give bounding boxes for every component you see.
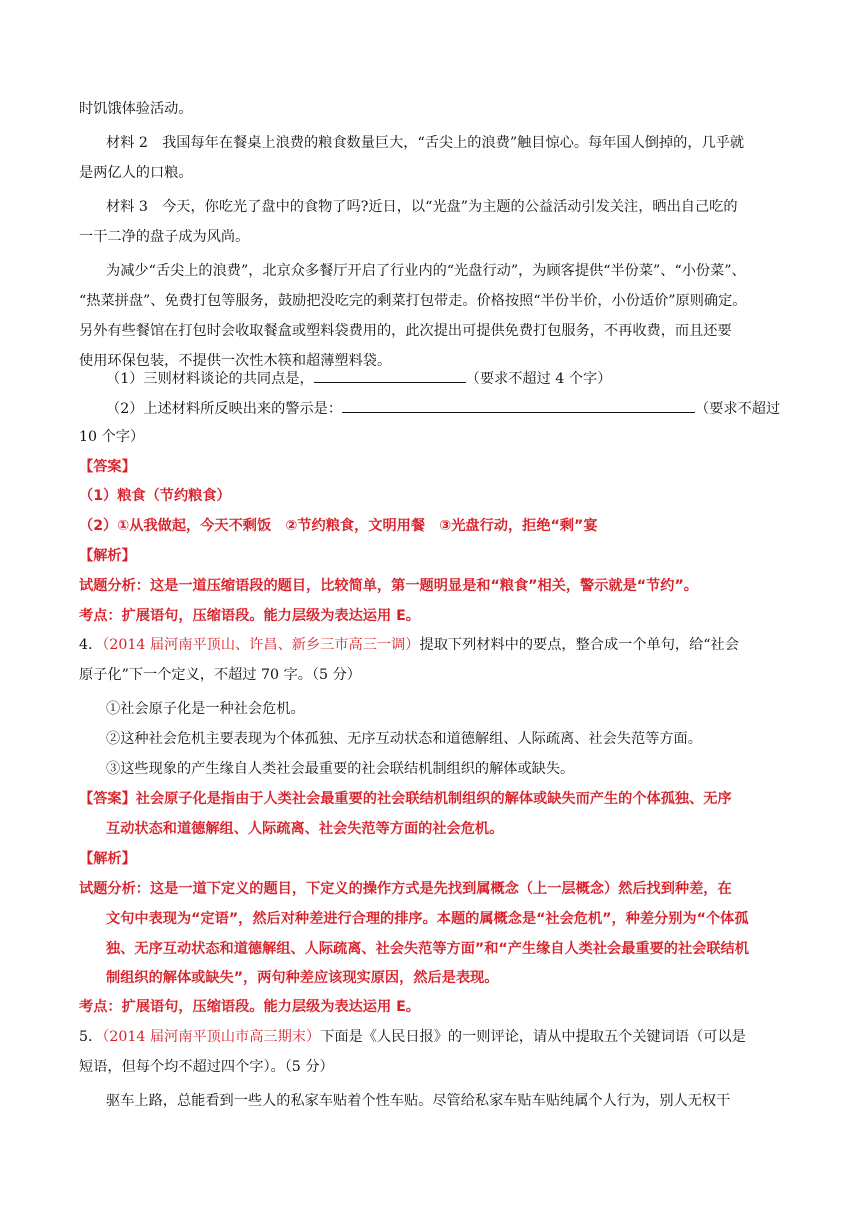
answer-label: 【答案】 <box>79 459 136 475</box>
text-line: 短语，但每个均不超过四个字）。（5 分） <box>79 1059 334 1075</box>
text-line: 一干二净的盘子成为风尚。 <box>79 229 250 245</box>
text-line: “热菜拼盘”、免费打包等服务，鼓励把没吃完的剩菜打包带走。价格按照“半份半价，小份适价”原则确定。 <box>79 293 747 309</box>
question-source: （2014 届河南平顶山、许昌、新乡三市高三一调） <box>102 637 420 653</box>
answer-2: （2）①从我做起，今天不剩饭 ②节约粮食，文明用餐 ③光盘行动，拒绝“剩”宴 <box>79 518 598 534</box>
kaodian-text: 考点：扩展语句，压缩语段。能力层级为表达运用 E。 <box>79 608 420 624</box>
question-5-line <box>79 1027 746 1047</box>
question-number: 4． <box>79 637 103 653</box>
question-2-requirement: （要求不超过 <box>695 401 781 417</box>
question-source: （2014 届河南平顶山市高三期末） <box>102 1029 321 1045</box>
material-3-line: 材料 3 今天，你吃光了盘中的食物了吗?近日，以“光盘”为主题的公益活动引发关注，晒出自己吃的 <box>106 199 738 215</box>
list-item: ②这种社会危机主要表现为个体孤独、无序互动状态和道德解组、人际疏离、社会失范等方面。 <box>106 731 702 747</box>
answer-text: 【答案】社会原子化是指由于人类社会最重要的社会联结机制组织的解体或缺失而产生的个体孤独、无序 <box>79 791 732 807</box>
text-line: 是两亿人的口粮。 <box>79 165 193 181</box>
analysis-text: 试题分析：这是一道压缩语段的题目，比较简单，第一题明显是和“粮食”相关，警示就是“节约”。 <box>79 578 698 594</box>
text-line: 原子化”下一个定义，不超过 70 字。（5 分） <box>79 667 361 683</box>
analysis-label: 【解析】 <box>79 851 136 867</box>
text-line: 时饥饿体验活动。 <box>79 101 193 117</box>
question-1-line <box>106 368 611 389</box>
answer-1: （1）粮食（节约粮食） <box>79 488 231 504</box>
question-text: 下面是《人民日报》的一则评论，请从中提取五个关键词语（可以是 <box>320 1029 746 1045</box>
question-2-line <box>106 398 780 419</box>
analysis-text: 试题分析：这是一道下定义的题目，下定义的操作方式是先找到属概念（上一层概念）然后找到种差，在 <box>79 881 732 897</box>
question-1-text: （1）三则材料谈论的共同点是， <box>106 371 314 387</box>
answer-blank-1[interactable] <box>314 368 466 383</box>
answer-text: 互动状态和道德解组、人际疏离、社会失范等方面的社会危机。 <box>106 821 504 837</box>
text-line: 为减少“舌尖上的浪费”，北京众多餐厅开启了行业内的“光盘行动”，为顾客提供“半份菜”、“小份菜”、 <box>106 263 746 279</box>
question-text: 提取下列材料中的要点，整合成一个单句，给“社会 <box>419 637 739 653</box>
question-1-requirement: （要求不超过 4 个字） <box>465 371 612 387</box>
question-4-line <box>79 635 739 655</box>
kaodian-text: 考点：扩展语句，压缩语段。能力层级为表达运用 E。 <box>79 999 420 1015</box>
analysis-text: 文句中表现为“定语”，然后对种差进行合理的排序。本题的属概念是“社会危机”，种差分别为“个体孤 <box>106 911 749 927</box>
question-2-text: （2）上述材料所反映出来的警示是： <box>106 401 343 417</box>
list-item: ①社会原子化是一种社会危机。 <box>106 701 305 717</box>
list-item: ③这些现象的产生缘自人类社会最重要的社会联结机制组织的解体或缺失。 <box>106 761 575 777</box>
answer-blank-2[interactable] <box>342 398 695 413</box>
text-line: 10 个字） <box>79 429 145 445</box>
material-2-line: 材料 2 我国每年在餐桌上浪费的粮食数量巨大，“舌尖上的浪费”触目惊心。每年国人倒掉的，几乎就 <box>106 135 745 151</box>
question-number: 5． <box>79 1029 103 1045</box>
text-line: 使用环保包装，不提供一次性木筷和超薄塑料袋。 <box>79 353 392 369</box>
analysis-text: 独、无序互动状态和道德解组、人际疏离、社会失范等方面”和“产生缘自人类社会最重要的社会联结机 <box>106 941 749 957</box>
analysis-label: 【解析】 <box>79 548 136 564</box>
text-line: 另外有些餐馆在打包时会收取餐盒或塑料袋费用的，此次提出可提供免费打包服务，不再收费，而且还要 <box>79 323 732 339</box>
text-line: 驱车上路，总能看到一些人的私家车贴着个性车贴。尽管给私家车贴车贴纯属个人行为，别人无权干 <box>106 1093 731 1109</box>
analysis-text: 制组织的解体或缺失”，两句种差应该现实原因，然后是表现。 <box>106 970 499 986</box>
